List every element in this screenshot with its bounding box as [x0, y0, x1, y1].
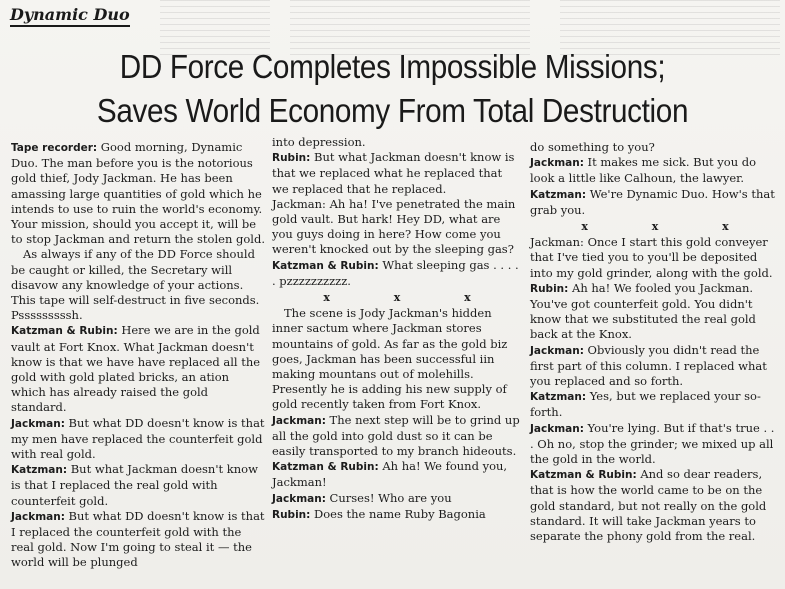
headline-line-1: DD Force Completes Impossible Missions; [119, 48, 666, 85]
article-column-3 [530, 140, 780, 544]
paragraph-text: Jackman: Ah ha! I've penetrated the main gold vault. But hark! Hey DD, what are you guys doing in here? How come you weren't knocked out by the sleeping gas? [272, 196, 516, 257]
article-paragraph [272, 459, 522, 490]
section-divider: x x x [581, 220, 759, 234]
speaker-label: Katzman: [530, 188, 587, 201]
paragraph-text: Yes, but we replaced your so-forth. [530, 389, 761, 420]
article-paragraph [11, 247, 265, 323]
speaker-label: Katzman & Rubin: [530, 469, 637, 482]
speaker-label: Rubin: [530, 282, 569, 295]
speaker-label: Katzman & Rubin: [11, 325, 118, 338]
paragraph-text: And so dear readers, that is how the world came to be on the gold standard, but not really on the gold standard. It will take Jackman years to separate the phony gold from the real. [530, 467, 767, 544]
article-paragraph [272, 135, 522, 150]
article-paragraph [530, 235, 780, 281]
article-paragraph [530, 389, 780, 420]
paragraph-text: As always if any of the DD Force should be caught or killed, the Secretary will disavow any knowledge of your actions. This tape will self-destruct in five seconds. Psssssssssh. [11, 247, 260, 323]
paragraph-text: But what DD doesn't know is that my men have replaced the counterfeit gold with real gold. [11, 415, 265, 462]
article-paragraph [272, 258, 522, 289]
paragraph-text: It makes me sick. But you do look a little like Calhoun, the lawyer. [530, 155, 757, 186]
headline-line-2: Saves World Economy From Total Destruction [96, 92, 689, 129]
speaker-label: Katzman: [530, 391, 587, 404]
article-paragraph [272, 306, 522, 412]
speaker-label: Katzman & Rubin: [272, 259, 379, 272]
paragraph-text: We're Dynamic Duo. How's that grab you. [530, 186, 775, 217]
paragraph-text: But what Jackman doesn't know is that we replaced what he replaced that we replaced that he replaced. [272, 150, 515, 196]
article-paragraph [530, 140, 780, 155]
paragraph-text: Curses! Who are you [325, 490, 452, 505]
article-paragraph [11, 509, 265, 571]
speaker-label: Katzman & Rubin: [272, 461, 379, 474]
speaker-label: Katzman: [11, 464, 68, 477]
paragraph-text: Good morning, Dynamic Duo. The man before you is the notorious gold thief, Jody Jackman. He has been amassing large quantities of gold which he intends to use to ruin the world's economy. Your mission, should you accept it, will be to stop Jackman and return the stolen gold. [11, 140, 265, 247]
paragraph-text: do something to you? [530, 140, 655, 154]
article-paragraph [530, 187, 780, 218]
paragraph-text: But what Jackman doesn't know is that I replaced the real gold with counterfeit gold. [11, 462, 258, 508]
speaker-label: Jackman: [530, 157, 584, 170]
speaker-label: Jackman: [530, 344, 584, 357]
paragraph-text: The next step will be to grind up all the gold into gold dust so it can be easily transported to my branch hideouts. [272, 412, 520, 459]
paragraph-text: Ah ha! We fooled you Jackman. You've got counterfeit gold. You didn't know that we substituted the real gold back at the Knox. [530, 280, 756, 342]
speaker-label: Rubin: [272, 152, 311, 165]
paragraph-text: The scene is Jody Jackman's hidden inner sactum where Jackman stores mountains of gold. As far as the gold biz goes, Jackman has been successful iin making mountans out of molehills. Presently he is adding his new supply of gold recently taken from Fort Knox. [272, 306, 508, 412]
article-paragraph [530, 467, 780, 544]
speaker-label: Rubin: [272, 508, 311, 521]
article-paragraph [530, 343, 780, 390]
speaker-label: Jackman: [11, 417, 65, 430]
article-column-2 [272, 135, 522, 523]
paragraph-text: But what DD doesn't know is that I replaced the counterfeit gold with the real gold. Now I'm going to steal it — the world will be plunged [11, 508, 265, 570]
article-paragraph [530, 281, 780, 343]
speaker-label: Jackman: [272, 492, 326, 505]
article-paragraph [11, 140, 265, 247]
speaker-label: Jackman: [11, 510, 65, 523]
paragraph-text: Jackman: Once I start this gold conveyer that I've tied you to you'll be deposited into my gold grinder, along with the gold. [530, 235, 773, 280]
section-divider: x x x [323, 291, 501, 305]
article-paragraph [272, 150, 522, 197]
article-paragraph [272, 197, 522, 258]
article-paragraph [272, 413, 522, 460]
speaker-label: Jackman: [272, 414, 326, 427]
section-label: Dynamic Duo [10, 5, 130, 27]
speaker-label: Jackman: [530, 422, 584, 435]
paragraph-text: What sleeping gas . . . . . pzzzzzzzzzz. [272, 257, 519, 288]
paragraph-text: into depression. [272, 135, 366, 149]
article-paragraph [11, 323, 265, 415]
paragraph-text: Here we are in the gold vault at Fort Knox. What Jackman doesn't know is that we have have replaced all the gold with gold plated bricks, an ation which has already raised the gold standard. [11, 323, 261, 415]
article-paragraph [530, 421, 780, 468]
article-paragraph [272, 491, 522, 507]
paragraph-text: You're lying. But if that's true . . . Oh no, stop the grinder; we mixed up all the gold in the world. [530, 420, 775, 467]
paragraph-text: Does the name Ruby Bagonia [310, 506, 486, 521]
article-paragraph [272, 507, 522, 523]
article-paragraph [530, 155, 780, 186]
paragraph-text: Ah ha! We found you, Jackman! [272, 459, 508, 490]
article-column-1 [11, 140, 265, 571]
speaker-label: Tape recorder: [11, 142, 98, 154]
article-paragraph [11, 462, 265, 509]
article-paragraph [11, 416, 265, 463]
paragraph-text: Obviously you didn't read the first part of this column. I replaced what you replaced and so forth. [530, 342, 767, 389]
